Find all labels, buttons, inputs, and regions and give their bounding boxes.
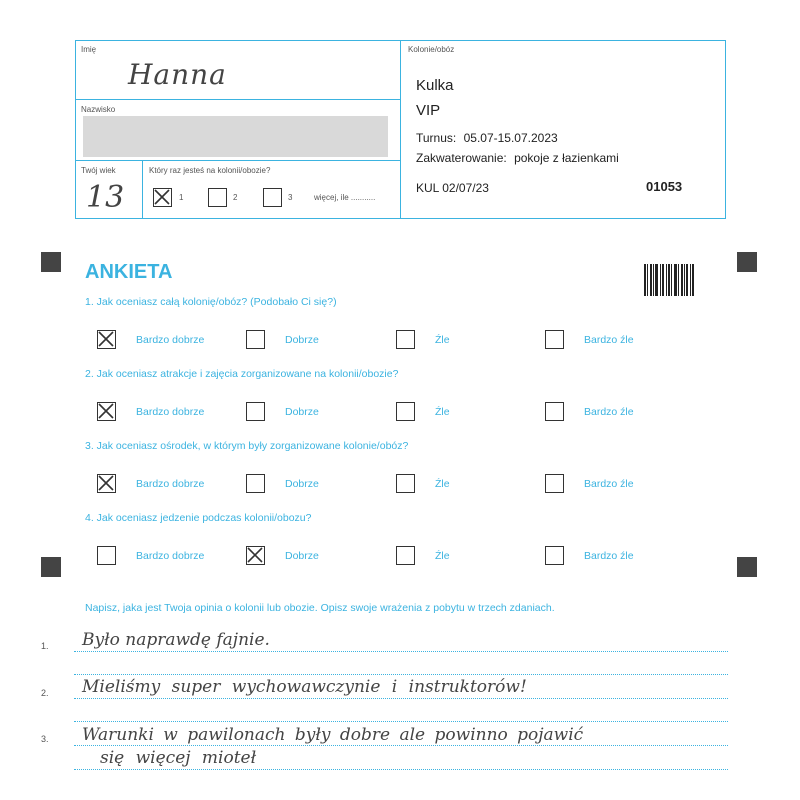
question-2-option-2-label: Dobrze — [285, 406, 319, 418]
times-option-3: 3 — [288, 193, 293, 202]
question-1-option-1-label: Bardzo dobrze — [136, 334, 205, 346]
header-hline-2 — [75, 160, 400, 161]
times-option-2: 2 — [233, 193, 238, 202]
question-1-checkbox-2[interactable] — [246, 330, 265, 349]
check-x-icon — [154, 189, 170, 205]
camp-label: Kolonie/obóz — [408, 45, 455, 54]
question-1-option-3-label: Źle — [435, 334, 450, 346]
check-x-icon — [98, 331, 114, 347]
line-number-3: 3. — [41, 734, 49, 744]
surname-redaction — [83, 116, 388, 157]
opinion-text-3: Warunki w pawilonach były dobre ale powinno pojawić — [82, 725, 584, 745]
line-number-2: 2. — [41, 688, 49, 698]
age-label: Twój wiek — [81, 166, 116, 175]
camp-name: Kulka — [416, 77, 454, 94]
opinion-line-3[interactable] — [74, 721, 728, 722]
registration-marker-bottom-right — [737, 557, 757, 577]
question-3-option-2-label: Dobrze — [285, 478, 319, 490]
opinion-line-3b[interactable] — [74, 745, 728, 746]
question-4-checkbox-1[interactable] — [97, 546, 116, 565]
camp-code: KUL 02/07/23 — [416, 181, 489, 195]
question-1-checkbox-4[interactable] — [545, 330, 564, 349]
question-1-option-2-label: Dobrze — [285, 334, 319, 346]
barcode — [644, 264, 694, 296]
registration-marker-top-left — [41, 252, 61, 272]
opinion-line-2b[interactable] — [74, 698, 728, 699]
opinion-line-3c[interactable] — [74, 769, 728, 770]
header-hline-1 — [75, 99, 400, 100]
question-1-checkbox-3[interactable] — [396, 330, 415, 349]
question-1-text: 1. Jak oceniasz całą kolonię/obóz? (Podobało Ci się?) — [85, 296, 337, 308]
camp-number: 01053 — [646, 179, 683, 194]
question-4-checkbox-4[interactable] — [545, 546, 564, 565]
opinion-line-1[interactable] — [74, 651, 728, 652]
turnus-label: Turnus: — [416, 131, 457, 145]
question-3-checkbox-2[interactable] — [246, 474, 265, 493]
times-label: Który raz jesteś na kolonii/obozie? — [149, 166, 271, 175]
times-checkbox-2[interactable] — [208, 188, 227, 207]
question-4-option-2-label: Dobrze — [285, 550, 319, 562]
registration-marker-bottom-left — [41, 557, 61, 577]
opinion-prompt: Napisz, jaka jest Twoja opinia o kolonii lub obozie. Opisz swoje wrażenia z pobytu w trzech zdaniach. — [85, 602, 555, 614]
opinion-text-3b: się więcej mioteł — [100, 748, 257, 768]
question-4-option-4-label: Bardzo źle — [584, 550, 634, 562]
question-4-checkbox-2[interactable] — [246, 546, 265, 565]
times-checkbox-3[interactable] — [263, 188, 282, 207]
question-4-option-1-label: Bardzo dobrze — [136, 550, 205, 562]
question-3-checkbox-4[interactable] — [545, 474, 564, 493]
surname-label: Nazwisko — [81, 105, 116, 114]
question-3-checkbox-3[interactable] — [396, 474, 415, 493]
times-more: więcej, ile ........... — [314, 193, 376, 202]
turnus-row — [416, 131, 558, 145]
opinion-text-1: Było naprawdę fajnie. — [82, 630, 270, 650]
question-2-checkbox-1[interactable] — [97, 402, 116, 421]
age-value: 13 — [86, 180, 125, 215]
header-divider — [400, 40, 401, 219]
times-checkbox-1[interactable] — [153, 188, 172, 207]
question-1-checkbox-1[interactable] — [97, 330, 116, 349]
question-3-option-4-label: Bardzo źle — [584, 478, 634, 490]
question-2-checkbox-4[interactable] — [545, 402, 564, 421]
question-2-text: 2. Jak oceniasz atrakcje i zajęcia zorganizowane na kolonii/obozie? — [85, 368, 399, 380]
question-3-text: 3. Jak oceniasz ośrodek, w którym były zorganizowane kolonie/obóz? — [85, 440, 409, 452]
line-number-1: 1. — [41, 641, 49, 651]
question-4-checkbox-3[interactable] — [396, 546, 415, 565]
turnus-value: 05.07-15.07.2023 — [463, 131, 558, 145]
accommodation-label: Zakwaterowanie: — [416, 151, 507, 165]
question-2-option-1-label: Bardzo dobrze — [136, 406, 205, 418]
accommodation-value: pokoje z łazienkami — [514, 151, 619, 165]
survey-title: ANKIETA — [85, 261, 173, 283]
registration-marker-top-right — [737, 252, 757, 272]
times-option-1: 1 — [179, 193, 184, 202]
question-2-checkbox-3[interactable] — [396, 402, 415, 421]
name-value: Hanna — [128, 58, 227, 91]
header-vline-age — [142, 160, 143, 219]
opinion-line-2[interactable] — [74, 674, 728, 675]
question-3-option-3-label: Źle — [435, 478, 450, 490]
check-x-icon — [247, 547, 263, 563]
question-2-option-3-label: Źle — [435, 406, 450, 418]
camp-package: VIP — [416, 102, 441, 119]
question-2-option-4-label: Bardzo źle — [584, 406, 634, 418]
question-3-checkbox-1[interactable] — [97, 474, 116, 493]
question-2-checkbox-2[interactable] — [246, 402, 265, 421]
question-4-text: 4. Jak oceniasz jedzenie podczas kolonii/obozu? — [85, 512, 312, 524]
check-x-icon — [98, 475, 114, 491]
question-3-option-1-label: Bardzo dobrze — [136, 478, 205, 490]
accommodation-row — [416, 151, 619, 165]
check-x-icon — [98, 403, 114, 419]
name-label: Imię — [81, 45, 97, 54]
question-4-option-3-label: Źle — [435, 550, 450, 562]
question-1-option-4-label: Bardzo źle — [584, 334, 634, 346]
opinion-text-2: Mieliśmy super wychowawczynie i instruktorów! — [82, 677, 527, 697]
